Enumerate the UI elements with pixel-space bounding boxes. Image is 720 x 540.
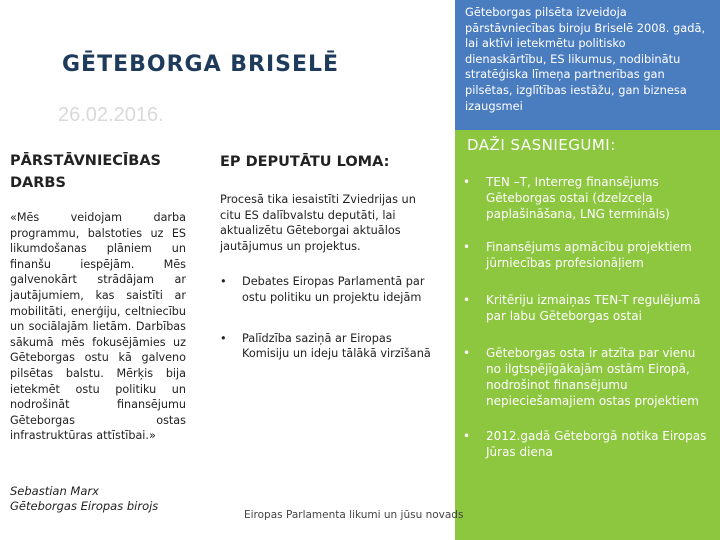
mep-role-section: [220, 152, 440, 387]
list-item: [220, 274, 440, 305]
achievements-list: [455, 174, 720, 460]
representation-section: [10, 150, 186, 444]
bullet-icon: •: [463, 240, 471, 254]
list-item: [220, 331, 440, 362]
bullet-icon: •: [220, 331, 227, 345]
mep-role-list: [220, 274, 440, 361]
achievement-text: TEN –T, Interreg finansējums Gēteborgas ostai (dzelzceļa paplašināšana, LNG termināls): [486, 175, 670, 221]
achievement-text: 2012.gadā Gēteborgā notika Eiropas Jūras diena: [486, 429, 707, 459]
signature: [10, 484, 158, 514]
section-title: PĀRSTĀVNIECĪBAS DARBS: [10, 153, 161, 191]
bullet-icon: •: [463, 175, 471, 189]
date-label: 26.02.2016.: [58, 104, 164, 126]
achievement-item: [455, 292, 720, 324]
achievements-panel: [455, 130, 720, 540]
achievement-text: Finansējums apmācību projektiem jūrniecības profesionāļiem: [486, 240, 692, 270]
section-intro: Procesā tika iesaistīti Zviedrijas un citu ES dalībvalstu deputāti, lai aktualizētu Gēteborgai aktuālos jautājumus un projektus.: [220, 193, 416, 253]
intro-box: [455, 0, 720, 130]
achievement-item: [455, 174, 720, 222]
section-title: EP DEPUTĀTU LOMA:: [220, 154, 390, 170]
achievement-item: [455, 239, 720, 271]
footer-note: Eiropas Parlamenta likumi un jūsu novads: [244, 509, 464, 521]
intro-text: Gēteborgas pilsēta izveidoja pārstāvniecības biroju Briselē 2008. gadā, lai aktīvi ietekmētu politisko dienaskārtību, ES likumus, nodibinātu stratēģiska līmeņa partnerības gan pilsētas, izglītības iestāžu, gan biznesa izaugsmei: [465, 5, 706, 113]
achievement-item: [455, 428, 720, 460]
achievement-text: Kritēriju izmaiņas TEN-T regulējumā par labu Gēteborgas ostai: [486, 293, 701, 323]
bullet-icon: •: [463, 429, 471, 443]
bullet-icon: •: [463, 293, 471, 307]
signature-name: Sebastian Marx: [10, 484, 99, 498]
list-item-text: Palīdzība saziņā ar Eiropas Komisiju un ideju tālākā virzīšanā: [242, 331, 431, 361]
achievement-item: [455, 345, 720, 409]
bullet-icon: •: [220, 275, 227, 289]
list-item-text: Debates Eiropas Parlamentā par ostu politiku un projektu idejām: [242, 275, 425, 304]
page-title: GĒTEBORGA BRISELĒ: [62, 52, 340, 77]
signature-org: Gēteborgas Eiropas birojs: [10, 499, 159, 513]
achievement-text: Gēteborgas osta ir atzīta par vienu no ilgtspējīgākajām ostām Eiropā, nodrošinot finansējumu nepieciešamajiem ostas projektiem: [486, 346, 699, 408]
quote-text: «Mēs veidojam darba programmu, balstoties uz ES likumdošanas plāniem un finanšu iespējām. Mēs galvenokārt strādājam ar jautājumiem, kas saistīti ar mobilitāti, enerģiju, celtniecību un sociālajām lietām. Darbības sākumā mēs fokusējāmies uz Gēteborgas ostu kā galveno pilsētas balstu. Mērķis bija ietekmēt ostu politiku un nodrošināt finansējumu Gēteborgas ostas infrastruktūras attīstībai.»: [10, 211, 186, 443]
bullet-icon: •: [463, 346, 471, 360]
achievements-title: DAŽI SASNIEGUMI:: [467, 136, 616, 154]
